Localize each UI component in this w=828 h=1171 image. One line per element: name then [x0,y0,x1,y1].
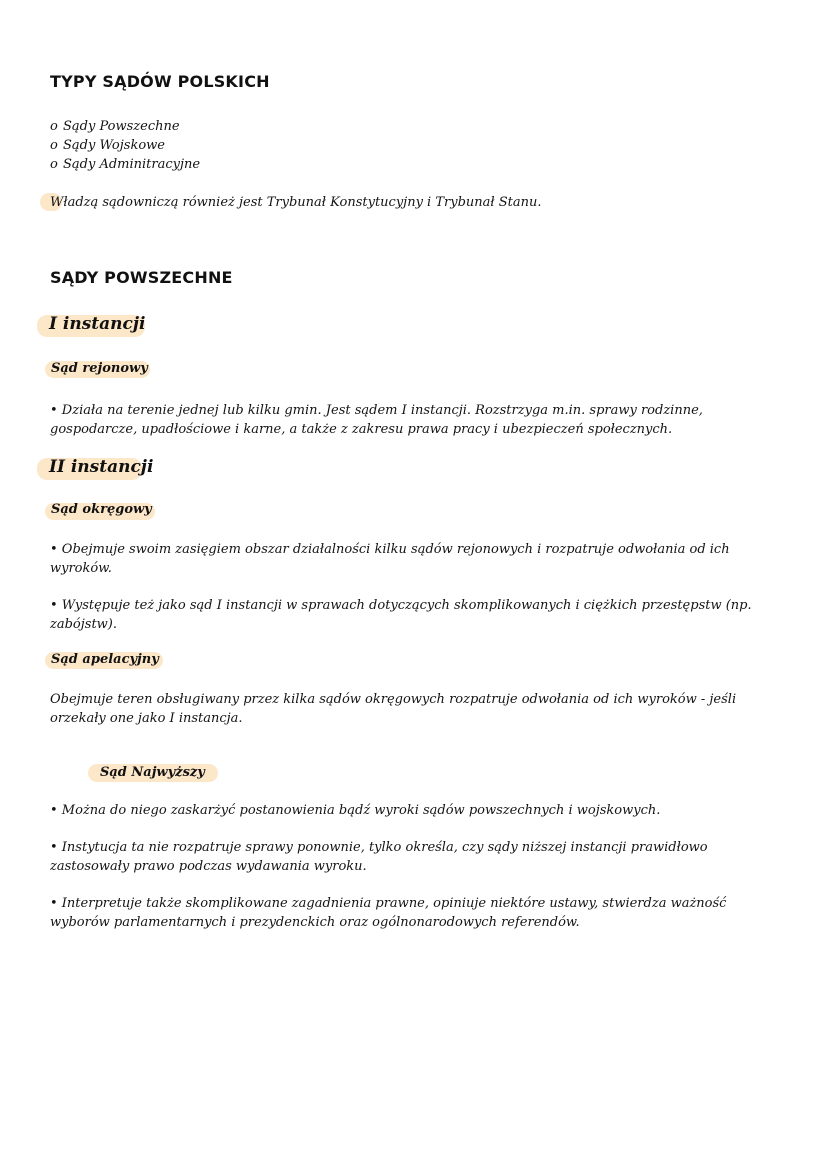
bullet-circle-icon: o [50,119,58,134]
sad-najwyzszy-label: Sąd Najwyższy [100,765,205,780]
list-item: o Sądy Adminitracyjne [50,157,201,172]
sad-okregowy-label: Sąd okręgowy [51,502,152,517]
sad-okregowy-desc-2: • Występuje też jako sąd I instancji w sprawach dotyczących skomplikowanych i ciężkich przestępstw (np. zabójstw). [50,598,752,632]
sad-okregowy-desc-1: • Obejmuje swoim zasięgiem obszar działalności kilku sądów rejonowych i rozpatruje odwołania od ich wyroków. [50,542,730,576]
tribunal-note: Władzą sądowniczą również jest Trybunał Konstytucyjny i Trybunał Stanu. [50,195,542,210]
list-item: o Sądy Wojskowe [50,138,165,153]
bullet-circle-icon: o [50,157,58,172]
first-instance-label: I instancji [49,314,146,334]
sad-najwyzszy-point-3: • Interpretuje także skomplikowane zagadnienia prawne, opiniuje niektóre ustawy, stwierdza ważność wyborów parlamentarnych i prezydenckich oraz ogólnonarodowych referendów. [50,896,727,930]
sad-rejonowy-desc: • Działa na terenie jednej lub kilku gmin. Jest sądem I instancji. Rozstrzyga m.in. sprawy rodzinne, gospodarcze, upadłościowe i karne, a także z zakresu prawa pracy i ubezpieczeń społecznych. [50,403,703,437]
sad-apelacyjny-desc: Obejmuje teren obsługiwany przez kilka sądów okręgowych rozpatruje odwołania od ich wyroków - jeśli orzekały one jako I instancja. [50,692,737,726]
sad-najwyzszy-point-2: • Instytucja ta nie rozpatruje sprawy ponownie, tylko określa, czy sądy niższej instancji prawidłowo zastosowały prawo podczas wydawania wyroku. [50,840,708,874]
sad-rejonowy-label: Sąd rejonowy [51,361,148,376]
sad-apelacyjny-label: Sąd apelacyjny [51,652,159,667]
bullet-circle-icon: o [50,138,58,153]
title-sady-powszechne: SĄDY POWSZECHNE [50,268,233,287]
court-types-list [50,117,200,174]
title-typy-sadow: TYPY SĄDÓW POLSKICH [50,72,270,91]
second-instance-label: II instancji [49,457,154,477]
list-item: o Sądy Powszechne [50,119,180,134]
sad-najwyzszy-point-1: • Można do niego zaskarżyć postanowienia bądź wyroki sądów powszechnych i wojskowych. [50,803,661,818]
